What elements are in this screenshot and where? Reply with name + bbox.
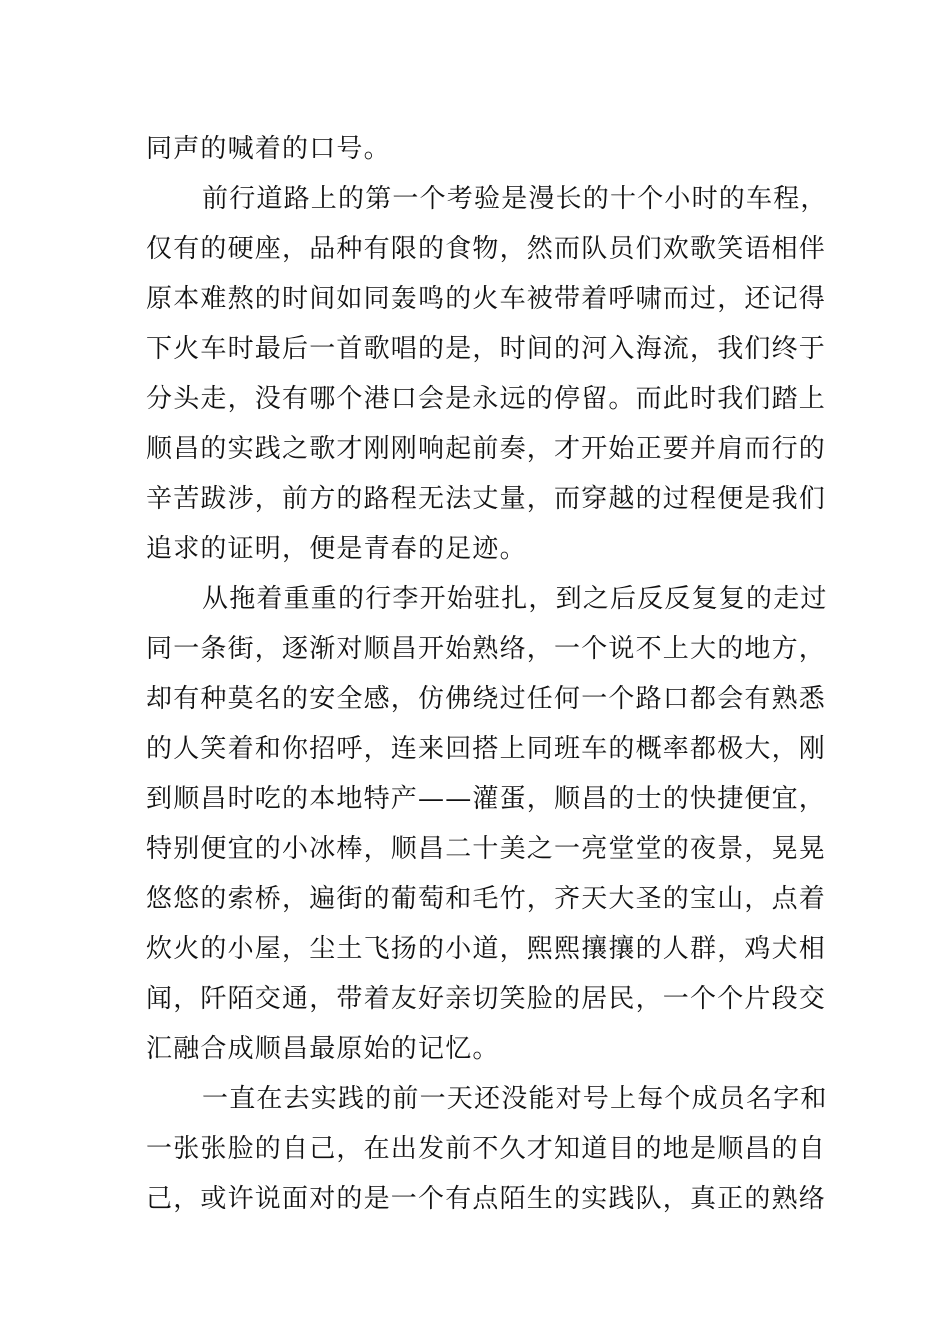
text-line: 同声的喊着的口号。 — [146, 134, 391, 164]
text-line: 分头走，没有哪个港口会是永远的停留。而此时我们踏上 — [146, 384, 827, 414]
text-line: 从拖着重重的行李开始驻扎，到之后反反复复的走过 — [202, 584, 828, 614]
text-line: 却有种莫名的安全感，仿佛绕过任何一个路口都会有熟悉 — [146, 684, 827, 714]
text-line: 追求的证明，便是青春的足迹。 — [146, 534, 527, 564]
document-body — [146, 124, 828, 1224]
paragraph-4 — [146, 1074, 828, 1224]
text-line: 的人笑着和你招呼，连来回搭上同班车的概率都极大，刚 — [146, 734, 827, 764]
text-line: 一直在去实践的前一天还没能对号上每个成员名字和 — [202, 1084, 828, 1114]
text-line: 到顺昌时吃的本地特产——灌蛋，顺昌的士的快捷便宜， — [146, 784, 827, 814]
text-line: 一张张脸的自己，在出发前不久才知道目的地是顺昌的自 — [146, 1134, 827, 1164]
paragraph-2 — [146, 174, 828, 574]
paragraph-1 — [146, 124, 810, 174]
text-line: 同一条街，逐渐对顺昌开始熟络，一个说不上大的地方， — [146, 634, 827, 664]
text-line: 悠悠的索桥，遍街的葡萄和毛竹，齐天大圣的宝山，点着 — [146, 884, 827, 914]
text-line: 下火车时最后一首歌唱的是，时间的河入海流，我们终于 — [146, 334, 827, 364]
text-line: 炊火的小屋，尘土飞扬的小道，熙熙攘攘的人群，鸡犬相 — [146, 934, 827, 964]
text-line: 原本难熬的时间如同轰鸣的火车被带着呼啸而过，还记得 — [146, 284, 827, 314]
text-line: 特别便宜的小冰棒，顺昌二十美之一亮堂堂的夜景，晃晃 — [146, 834, 827, 864]
text-line: 前行道路上的第一个考验是漫长的十个小时的车程， — [202, 184, 828, 214]
paragraph-3 — [146, 574, 828, 1074]
text-line: 闻，阡陌交通，带着友好亲切笑脸的居民，一个个片段交 — [146, 984, 827, 1014]
text-line: 仅有的硬座，品种有限的食物，然而队员们欢歌笑语相伴 — [146, 234, 827, 264]
text-line: 辛苦跋涉，前方的路程无法丈量，而穿越的过程便是我们 — [146, 484, 827, 514]
text-line: 己，或许说面对的是一个有点陌生的实践队，真正的熟络 — [146, 1184, 827, 1214]
text-line: 顺昌的实践之歌才刚刚响起前奏，才开始正要并肩而行的 — [146, 434, 827, 464]
text-line: 汇融合成顺昌最原始的记忆。 — [146, 1034, 500, 1064]
